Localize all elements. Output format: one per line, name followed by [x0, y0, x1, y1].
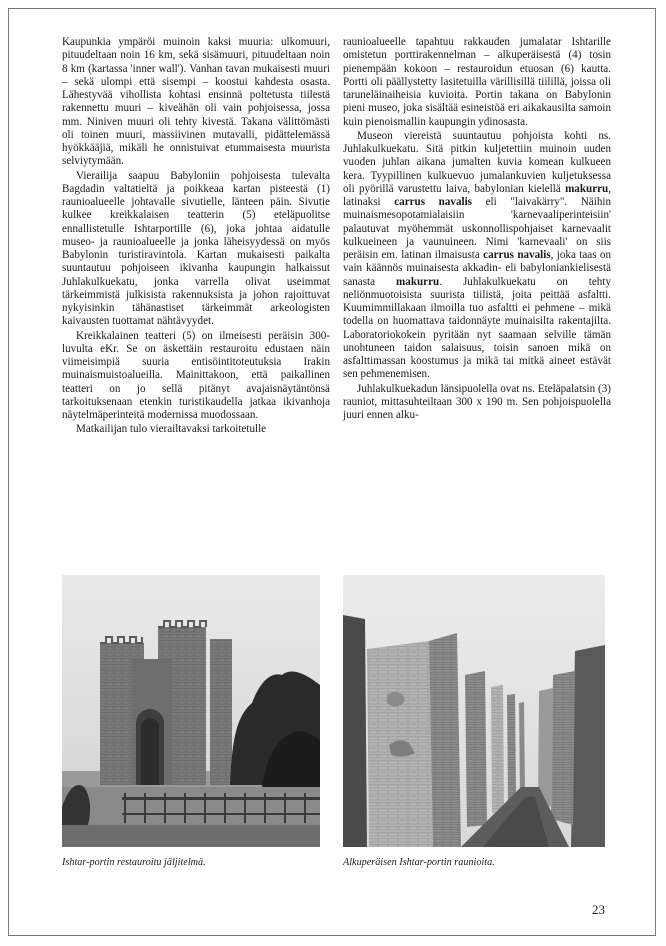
paragraph: Vierailija saapuu Babyloniin pohjoisesta tulevalta Bagdadin valtatieltä ja poikkeaa kartan pisteestä (1) raunioalueelle johtavalle sivutielle, länteen päin. Sivutie kulkee kreikkalaisen teatterin (5) eteläpuolitse ennallistetulle Ishtarportille (6), joka johtaa aidatulle museo- ja raunioalueelle ja jonka läheisyydessä on myös Babylonin turistiravintola. Kartan mukaisesti paikalta suuntautuu pohjoiseen ikivanha kaupungin halkaissut Juhlakulkuekatu, jonka varrella olivat useimmat tärkeimmistä julkisista rakennuksista ja johon rajoittuvat nykyisinkin tähänastiset tärkeimmät arkeologisten kaivausten tuottamat nähtävyydet. [62, 169, 330, 328]
ishtar-gate-ruins-photo [343, 575, 605, 847]
paragraph: Kaupunkia ympäröi muinoin kaksi muuria: ulkomuuri, pituudeltaan noin 16 km, sekä sisämuuri, pituudeltaan noin 8 km (kartassa 'inner wall'). Vanhan tavan mukaisesti muuri – sekä ulompi että sisempi – koostui kahdesta osasta. Lähestyvää vihollista kohtasi ensinnä poltetusta tiilestä rakennettu muuri – kiveähän oli vain pohjoisessa, jossa mm. Niniven muuri oli tehty kivestä. Takana välittömästi oli toinen muuri, massiivinen mutavalli, pidättelemässä hyökkääjiä, mikäli he onnistuivat etummaisesta muurista selviytymään. [62, 36, 330, 168]
left-text-column [62, 36, 330, 437]
ishtar-gate-replica-photo [62, 575, 320, 847]
gate-ruins-illustration [343, 575, 605, 847]
right-text-column [343, 36, 611, 422]
paragraph: Kreikkalainen teatteri (5) on ilmeisesti peräisin 300-luvulta eKr. Se on äskettäin restauroitu edustaen näin viimeisimpiä suuria entisöintitoteutuksia Irakin muinaismuistoalueilla. Mainittakoon, että paikallinen teatteri on jo sellä pitänyt avajaisnäytäntönsä tarkoituksenaan etenkin turistikaudella jatkaa ikivanhoja näytelmäperinteitä modernissa muodossaan. [62, 329, 330, 421]
paragraph: raunioalueelle tapahtuu rakkauden jumalatar Ishtarille omistetun porttirakennelman – alkuperäisestä (4) tosin pienempään kokoon – restauroidun etuosan (6) kautta. Portti oli päällystetty lasitetuilla värillisillä tiilillä, joissa oli taruneläinaiheisia kuvioita. Portin takana on Babylonin pieni museo, joka sisältää esineistöä eri aikakausilta samoin kuin pienoismallin kaupungin ydinosasta. [343, 36, 611, 128]
right-figure-caption: Alkuperäisen Ishtar-portin raunioita. [343, 857, 495, 868]
paragraph: Museon viereistä suuntautuu pohjoista kohti ns. Juhlakulkuekatu. Sitä pitkin kuljetettiin muinoin uuden vuoden juhlan aikana jumalten kuvia komean kulkueen kera. Tyypillinen kulkuevuo jumalankuvien kuljetuksessa oli pyörillä varustettu laiva, babylonian kielellä makurru, latinaksi carrus navalis eli "laivakärry". Näihin muinaismesopotamialaisiin 'karnevaaliperinteisiin' palautuvat myöhemmät uskonnollispohjaiset karnevaalit kulkueineen ja vaunuineen. Nimi 'karnevaali' on siis peräisin em. latinan ilmaisusta carrus navalis, joka taas on vain käännös muinaisesta akkadin- eli babyloniankielisestä sanasta makurru. Juhlakulkuekatu on tehty neliönmuotoisista suurista tiilistä, joita peittää asfaltti. Kuumimmillakaan ilmoilla tuo asfaltti ei pehmene – mikä todella on huomattava taidonnäyte muinaisilta rakentajilta. Laboratoriokokein pyritään nyt saamaan selville tämän unohtuneen taidon salaisuus, toisin sanoen mikä on asfalttimassan koostumus ja mikä tai mitkä aineet estävät sen pehmenemisen. [343, 129, 611, 381]
gate-replica-illustration [62, 575, 320, 847]
paragraph: Matkailijan tulo vierailtavaksi tarkoitetulle [76, 423, 267, 436]
page-number: 23 [592, 902, 605, 917]
paragraph: Juhlakulkuekadun länsipuolella ovat ns. Eteläpalatsin (3) rauniot, mittasuhteiltaan 300 x 190 m. Sen pohjoispuolella juuri ennen alku- [343, 382, 611, 421]
left-figure-caption: Ishtar-portin restauroitu jäljitelmä. [62, 857, 206, 868]
